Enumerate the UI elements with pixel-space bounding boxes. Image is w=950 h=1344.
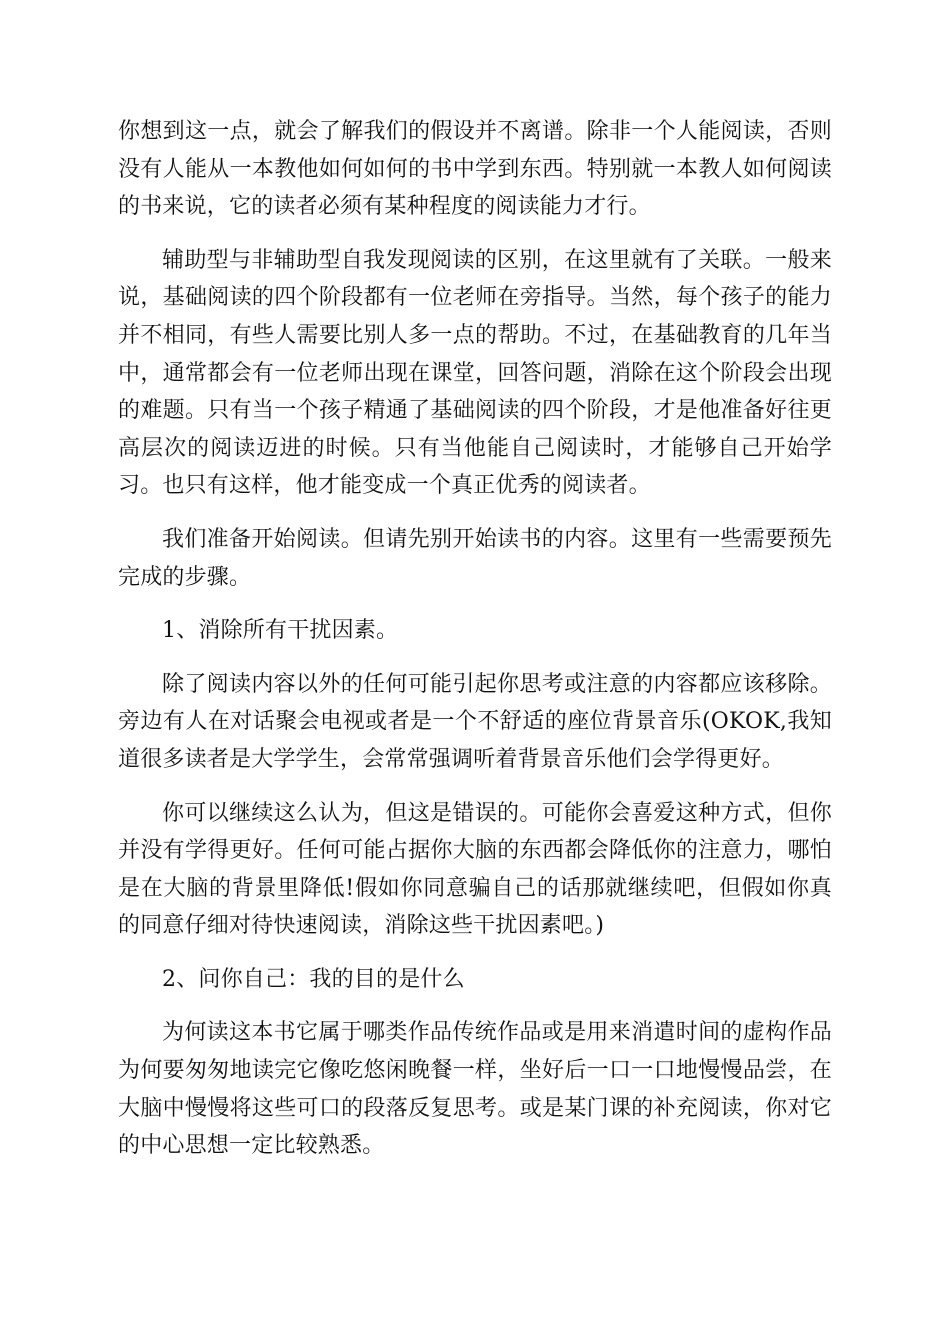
paragraph-3: 我们准备开始阅读。但请先别开始读书的内容。这里有一些需要预先完成的步骤。 [118,526,832,590]
paragraph-6: 为何读这本书它属于哪类作品传统作品或是用来消遣时间的虚构作品为何要匆匆地读完它像吃悠闲晚餐一样，坐好后一口一口地慢慢品尝，在大脑中慢慢将这些可口的段落反复思考。或是某门课的补充阅读，你对它的中心思想一定比较熟悉。 [118,1020,832,1159]
paragraph-1: 你想到这一点，就会了解我们的假设并不离谱。除非一个人能阅读，否则没有人能从一本教他如何如何的书中学到东西。特别就一本教人如何阅读的书来说，它的读者必须有某种程度的阅读能力才行。 [118,119,832,220]
step-2-heading: 2、问你自己：我的目的是什么 [162,966,465,992]
paragraph-4: 除了阅读内容以外的任何可能引起你思考或注意的内容都应该移除。旁边有人在对话聚会电视或者是一个不舒适的座位背景音乐(OKOK,我知道很多读者是大学学生，会常常强调听着背景音乐他们会学得更好。 [118,671,832,772]
paragraph-2: 辅助型与非辅助型自我发现阅读的区别，在这里就有了关联。一般来说，基础阅读的四个阶段都有一位老师在旁指导。当然，每个孩子的能力并不相同，有些人需要比别人多一点的帮助。不过，在基础教育的几年当中，通常都会有一位老师出现在课堂，回答问题，消除在这个阶段会出现的难题。只有当一个孩子精通了基础阅读的四个阶段，才是他准备好往更高层次的阅读迈进的时候。只有当他能自己阅读时，才能够自己开始学习。也只有这样，他才能变成一个真正优秀的阅读者。 [118,247,832,499]
step-1-heading: 1、消除所有干扰因素。 [162,618,399,644]
paragraph-5: 你可以继续这么认为，但这是错误的。可能你会喜爱这种方式，但你并没有学得更好。任何可能占据你大脑的东西都会降低你的注意力，哪怕是在大脑的背景里降低!假如你同意骗自己的话那就继续吧，但假如你真的同意仔细对待快速阅读，消除这些干扰因素吧。) [118,800,832,939]
